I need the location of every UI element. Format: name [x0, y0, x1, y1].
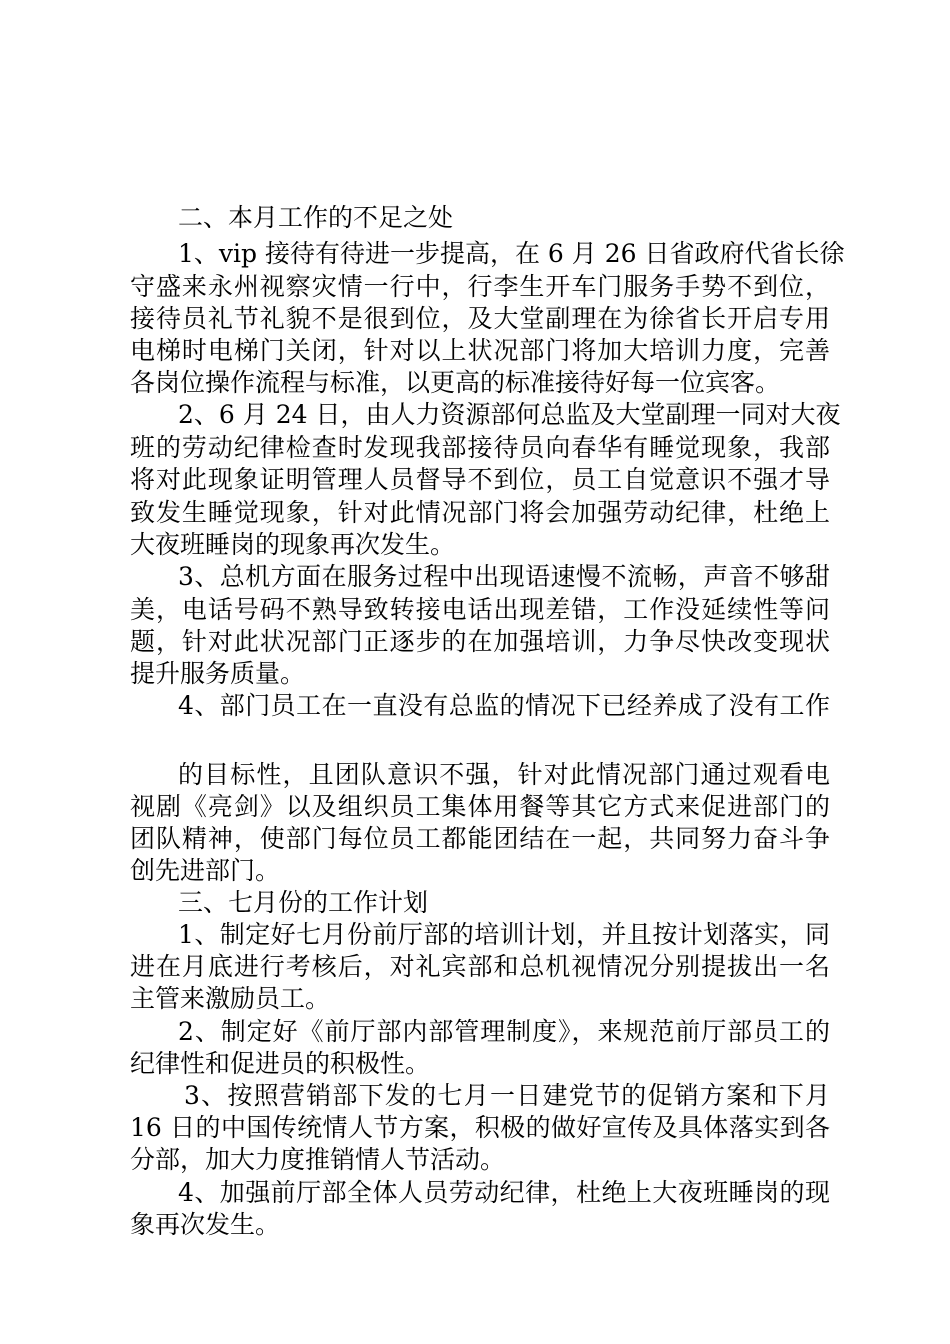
paragraph-line: 2、6 月 24 日，由人力资源部何总监及大堂副理一同对大夜 — [178, 400, 841, 429]
paragraph-line: 4、加强前厅部全体人员劳动纪律，杜绝上大夜班睡岗的现 — [178, 1178, 830, 1207]
paragraph-line: 1、制定好七月份前厅部的培训计划，并且按计划落实，同 — [178, 920, 830, 949]
paragraph-line: 电梯时电梯门关闭，针对以上状况部门将加大培训力度，完善 — [130, 336, 830, 365]
paragraph-line: 分部，加大力度推销情人节活动。 — [130, 1145, 506, 1174]
paragraph-line: 接待员礼节礼貌不是很到位，及大堂副理在为徐省长开启专用 — [130, 304, 830, 333]
paragraph-line: 3、总机方面在服务过程中出现语速慢不流畅，声音不够甜 — [178, 562, 830, 591]
paragraph-line: 3、按照营销部下发的七月一日建党节的促销方案和下月 — [184, 1081, 830, 1110]
paragraph-line: 团队精神，使部门每位员工都能团结在一起，共同努力奋斗争 — [130, 824, 830, 853]
paragraph-line: 大夜班睡岗的现象再次发生。 — [130, 530, 456, 559]
paragraph-line: 创先进部门。 — [130, 856, 281, 885]
paragraph-line: 16 日的中国传统情人节方案，积极的做好宣传及具体落实到各 — [130, 1113, 830, 1142]
section-heading-july-plan: 三、七月份的工作计划 — [178, 888, 429, 917]
paragraph-line: 致发生睡觉现象，针对此情况部门将会加强劳动纪律，杜绝上 — [130, 498, 830, 527]
paragraph-line: 视剧《亮剑》以及组织员工集体用餐等其它方式来促进部门的 — [130, 792, 830, 821]
paragraph-line: 提升服务质量。 — [130, 659, 306, 688]
paragraph-line: 纪律性和促进员的积极性。 — [130, 1049, 431, 1078]
paragraph-line: 将对此现象证明管理人员督导不到位，员工自觉意识不强才导 — [130, 465, 830, 494]
paragraph-line: 班的劳动纪律检查时发现我部接待员向春华有睡觉现象，我部 — [130, 433, 830, 462]
paragraph-line: 象再次发生。 — [130, 1210, 281, 1239]
paragraph-line: 进在月底进行考核后，对礼宾部和总机视情况分别提拔出一名 — [130, 952, 830, 981]
paragraph-line: 2、制定好《前厅部内部管理制度》，来规范前厅部员工的 — [178, 1017, 830, 1046]
paragraph-line: 各岗位操作流程与标准，以更高的标准接待好每一位宾客。 — [130, 368, 781, 397]
paragraph-line: 主管来激励员工。 — [130, 984, 331, 1013]
section-heading-shortcomings: 二、本月工作的不足之处 — [178, 203, 454, 232]
paragraph-line: 美，电话号码不熟导致转接电话出现差错，工作没延续性等问 — [130, 595, 830, 624]
paragraph-line: 守盛来永州视察灾情一行中，行李生开车门服务手势不到位， — [130, 272, 830, 301]
paragraph-line: 1、vip 接待有待进一步提高，在 6 月 26 日省政府代省长徐 — [178, 239, 845, 268]
paragraph-line: 题，针对此状况部门正逐步的在加强培训，力争尽快改变现状 — [130, 627, 830, 656]
paragraph-line: 的目标性，且团队意识不强，针对此情况部门通过观看电 — [178, 760, 830, 789]
paragraph-line: 4、部门员工在一直没有总监的情况下已经养成了没有工作 — [178, 691, 830, 720]
